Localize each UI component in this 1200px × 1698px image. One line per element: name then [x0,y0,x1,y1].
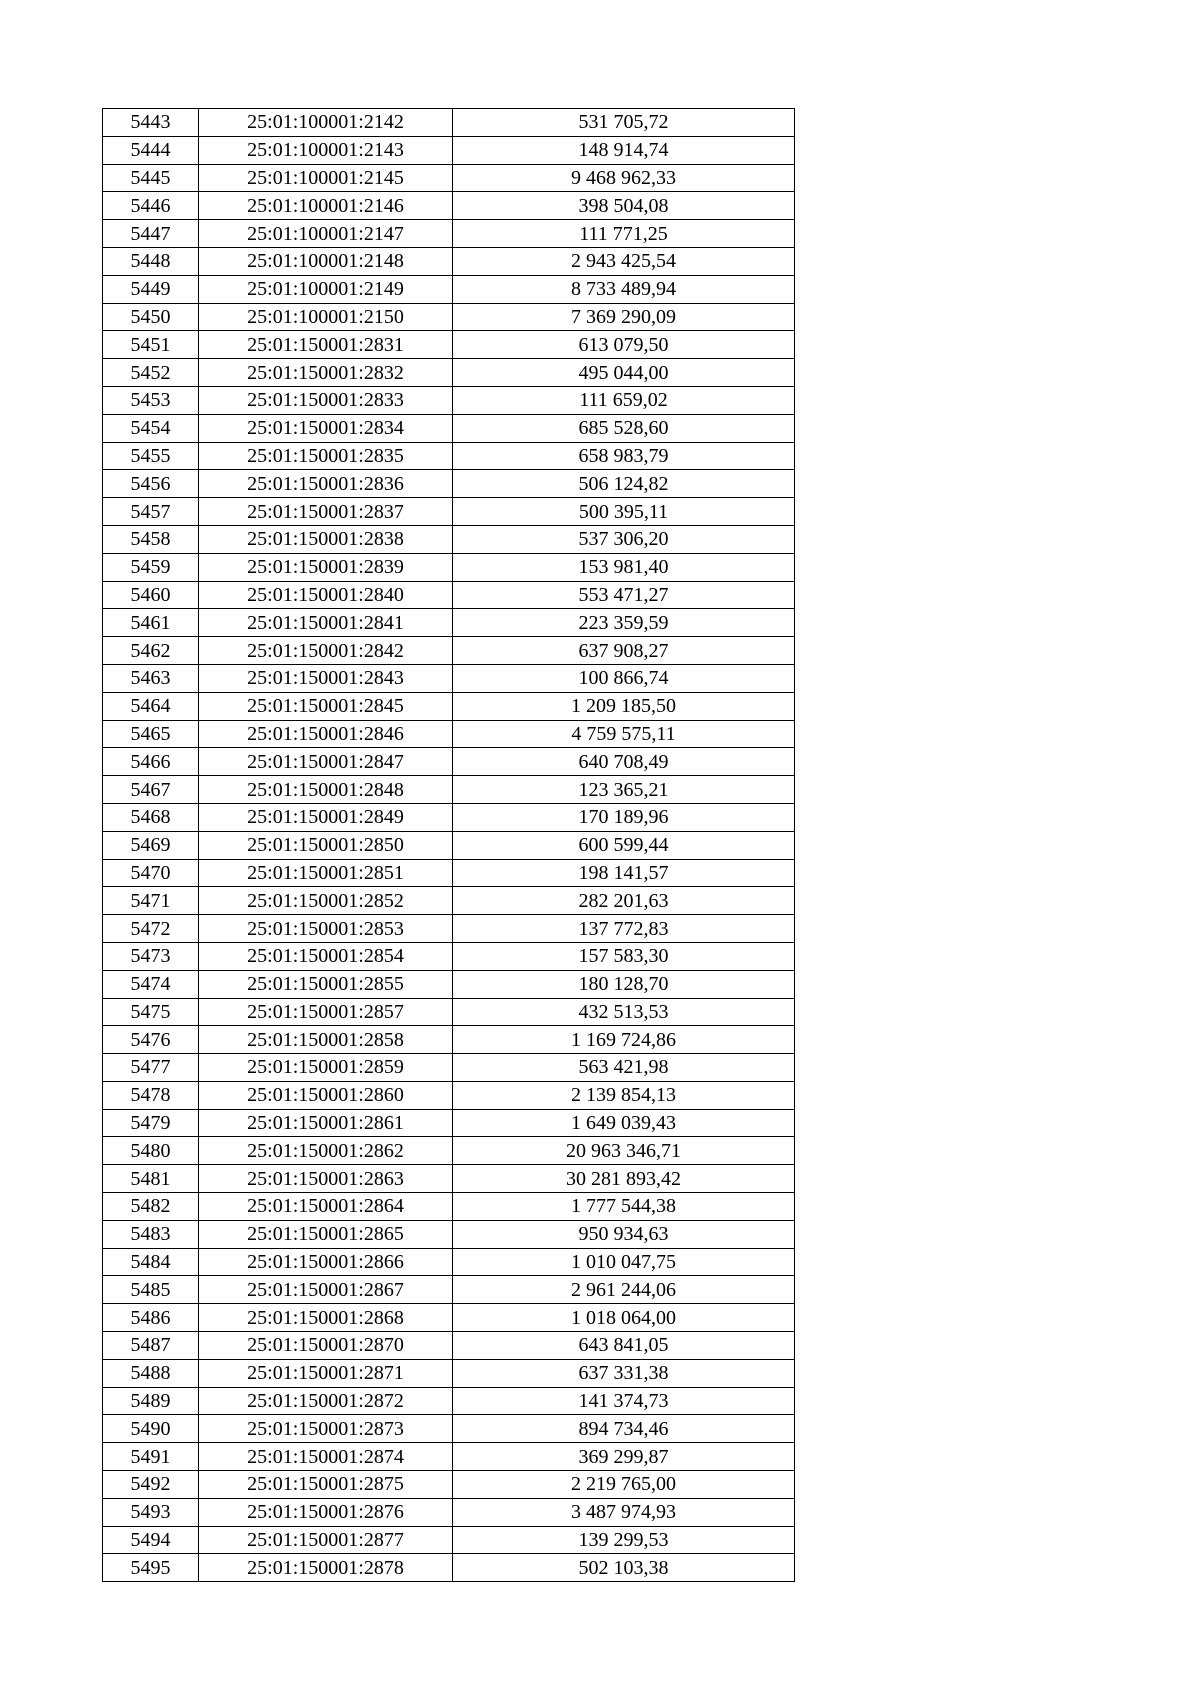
value-cell: 198 141,57 [453,859,795,887]
cadastral-number-cell: 25:01:150001:2863 [199,1165,453,1193]
value-cell: 282 201,63 [453,887,795,915]
row-number-cell: 5473 [103,942,199,970]
row-number-cell: 5469 [103,831,199,859]
row-number-cell: 5458 [103,525,199,553]
value-cell: 137 772,83 [453,915,795,943]
cadastral-number-cell: 25:01:150001:2868 [199,1304,453,1332]
table-row [103,1498,795,1526]
row-number-cell: 5490 [103,1415,199,1443]
value-cell: 123 365,21 [453,776,795,804]
value-cell: 2 961 244,06 [453,1276,795,1304]
value-cell: 1 209 185,50 [453,692,795,720]
row-number-cell: 5478 [103,1081,199,1109]
row-number-cell: 5482 [103,1193,199,1221]
table-row [103,776,795,804]
row-number-cell: 5471 [103,887,199,915]
cadastral-number-cell: 25:01:150001:2848 [199,776,453,804]
value-cell: 4 759 575,11 [453,720,795,748]
cadastral-number-cell: 25:01:150001:2861 [199,1109,453,1137]
value-cell: 2 219 765,00 [453,1471,795,1499]
table-row [103,1137,795,1165]
value-cell: 600 599,44 [453,831,795,859]
row-number-cell: 5479 [103,1109,199,1137]
table-row [103,1359,795,1387]
cadastral-number-cell: 25:01:150001:2877 [199,1526,453,1554]
table-row [103,220,795,248]
value-cell: 563 421,98 [453,1054,795,1082]
table-row [103,109,795,137]
row-number-cell: 5447 [103,220,199,248]
cadastral-number-cell: 25:01:100001:2142 [199,109,453,137]
cadastral-number-cell: 25:01:150001:2874 [199,1443,453,1471]
row-number-cell: 5487 [103,1332,199,1360]
table-row [103,359,795,387]
table-row [103,859,795,887]
cadastral-number-cell: 25:01:150001:2864 [199,1193,453,1221]
table-row [103,1332,795,1360]
row-number-cell: 5461 [103,609,199,637]
row-number-cell: 5462 [103,637,199,665]
cadastral-number-cell: 25:01:150001:2873 [199,1415,453,1443]
table-row [103,720,795,748]
value-cell: 20 963 346,71 [453,1137,795,1165]
cadastral-number-cell: 25:01:150001:2867 [199,1276,453,1304]
table-row [103,1081,795,1109]
row-number-cell: 5485 [103,1276,199,1304]
value-cell: 432 513,53 [453,998,795,1026]
table-row [103,1193,795,1221]
value-cell: 100 866,74 [453,664,795,692]
value-cell: 148 914,74 [453,136,795,164]
table-row [103,1109,795,1137]
table-row [103,637,795,665]
cadastral-number-cell: 25:01:150001:2875 [199,1471,453,1499]
cadastral-number-cell: 25:01:100001:2147 [199,220,453,248]
table-row [103,942,795,970]
value-cell: 153 981,40 [453,553,795,581]
value-cell: 1 649 039,43 [453,1109,795,1137]
value-cell: 1 777 544,38 [453,1193,795,1221]
table-row [103,1554,795,1582]
table-row [103,581,795,609]
row-number-cell: 5491 [103,1443,199,1471]
value-cell: 398 504,08 [453,192,795,220]
table-row [103,164,795,192]
value-cell: 157 583,30 [453,942,795,970]
table-row [103,247,795,275]
row-number-cell: 5493 [103,1498,199,1526]
cadastral-number-cell: 25:01:150001:2871 [199,1359,453,1387]
row-number-cell: 5468 [103,803,199,831]
row-number-cell: 5489 [103,1387,199,1415]
cadastral-number-cell: 25:01:150001:2849 [199,803,453,831]
table-row [103,1304,795,1332]
cadastral-number-cell: 25:01:100001:2148 [199,247,453,275]
cadastral-number-cell: 25:01:150001:2846 [199,720,453,748]
row-number-cell: 5449 [103,275,199,303]
table-row [103,386,795,414]
table-row [103,748,795,776]
cadastral-number-cell: 25:01:150001:2876 [199,1498,453,1526]
cadastral-number-cell: 25:01:150001:2878 [199,1554,453,1582]
cadastral-number-cell: 25:01:150001:2853 [199,915,453,943]
table-row [103,1471,795,1499]
cadastral-number-cell: 25:01:150001:2839 [199,553,453,581]
table-row [103,442,795,470]
cadastral-number-cell: 25:01:150001:2845 [199,692,453,720]
table-row [103,1276,795,1304]
row-number-cell: 5465 [103,720,199,748]
row-number-cell: 5444 [103,136,199,164]
data-table [102,108,795,1582]
row-number-cell: 5470 [103,859,199,887]
cadastral-number-cell: 25:01:100001:2150 [199,303,453,331]
value-cell: 637 908,27 [453,637,795,665]
cadastral-number-cell: 25:01:150001:2858 [199,1026,453,1054]
table-row [103,609,795,637]
table-row [103,470,795,498]
cadastral-number-cell: 25:01:150001:2841 [199,609,453,637]
cadastral-number-cell: 25:01:150001:2850 [199,831,453,859]
row-number-cell: 5488 [103,1359,199,1387]
row-number-cell: 5492 [103,1471,199,1499]
value-cell: 500 395,11 [453,498,795,526]
value-cell: 640 708,49 [453,748,795,776]
cadastral-number-cell: 25:01:150001:2836 [199,470,453,498]
value-cell: 531 705,72 [453,109,795,137]
table-row [103,192,795,220]
value-cell: 170 189,96 [453,803,795,831]
row-number-cell: 5454 [103,414,199,442]
table-row [103,970,795,998]
cadastral-number-cell: 25:01:150001:2851 [199,859,453,887]
value-cell: 139 299,53 [453,1526,795,1554]
row-number-cell: 5443 [103,109,199,137]
cadastral-number-cell: 25:01:150001:2870 [199,1332,453,1360]
value-cell: 1 018 064,00 [453,1304,795,1332]
value-cell: 111 771,25 [453,220,795,248]
table-row [103,1415,795,1443]
value-cell: 637 331,38 [453,1359,795,1387]
cadastral-number-cell: 25:01:150001:2852 [199,887,453,915]
table-row [103,136,795,164]
cadastral-number-cell: 25:01:150001:2860 [199,1081,453,1109]
cadastral-number-cell: 25:01:100001:2145 [199,164,453,192]
table-row [103,525,795,553]
row-number-cell: 5450 [103,303,199,331]
row-number-cell: 5459 [103,553,199,581]
row-number-cell: 5472 [103,915,199,943]
row-number-cell: 5466 [103,748,199,776]
cadastral-number-cell: 25:01:150001:2855 [199,970,453,998]
row-number-cell: 5456 [103,470,199,498]
value-cell: 2 139 854,13 [453,1081,795,1109]
value-cell: 613 079,50 [453,331,795,359]
cadastral-number-cell: 25:01:150001:2833 [199,386,453,414]
table-row [103,1220,795,1248]
cadastral-number-cell: 25:01:150001:2872 [199,1387,453,1415]
row-number-cell: 5457 [103,498,199,526]
table-row [103,1248,795,1276]
value-cell: 1 169 724,86 [453,1026,795,1054]
table-row [103,498,795,526]
row-number-cell: 5495 [103,1554,199,1582]
cadastral-number-cell: 25:01:150001:2834 [199,414,453,442]
value-cell: 3 487 974,93 [453,1498,795,1526]
table-row [103,414,795,442]
table-row [103,692,795,720]
table-row [103,553,795,581]
table-row [103,664,795,692]
cadastral-number-cell: 25:01:150001:2857 [199,998,453,1026]
table-row [103,887,795,915]
value-cell: 111 659,02 [453,386,795,414]
table-row [103,915,795,943]
table-row [103,1387,795,1415]
row-number-cell: 5467 [103,776,199,804]
row-number-cell: 5451 [103,331,199,359]
table-row [103,803,795,831]
value-cell: 141 374,73 [453,1387,795,1415]
value-cell: 894 734,46 [453,1415,795,1443]
table-row [103,1443,795,1471]
row-number-cell: 5477 [103,1054,199,1082]
cadastral-number-cell: 25:01:100001:2143 [199,136,453,164]
cadastral-number-cell: 25:01:150001:2866 [199,1248,453,1276]
cadastral-number-cell: 25:01:150001:2832 [199,359,453,387]
value-cell: 7 369 290,09 [453,303,795,331]
value-cell: 658 983,79 [453,442,795,470]
cadastral-number-cell: 25:01:150001:2840 [199,581,453,609]
cadastral-number-cell: 25:01:150001:2831 [199,331,453,359]
value-cell: 495 044,00 [453,359,795,387]
table-row [103,1165,795,1193]
cadastral-number-cell: 25:01:150001:2854 [199,942,453,970]
value-cell: 9 468 962,33 [453,164,795,192]
value-cell: 685 528,60 [453,414,795,442]
row-number-cell: 5474 [103,970,199,998]
value-cell: 30 281 893,42 [453,1165,795,1193]
table-row [103,1054,795,1082]
table-body [103,109,795,1582]
row-number-cell: 5463 [103,664,199,692]
value-cell: 502 103,38 [453,1554,795,1582]
row-number-cell: 5476 [103,1026,199,1054]
row-number-cell: 5483 [103,1220,199,1248]
cadastral-number-cell: 25:01:150001:2835 [199,442,453,470]
value-cell: 506 124,82 [453,470,795,498]
value-cell: 553 471,27 [453,581,795,609]
cadastral-number-cell: 25:01:150001:2865 [199,1220,453,1248]
table-row [103,331,795,359]
row-number-cell: 5448 [103,247,199,275]
cadastral-number-cell: 25:01:150001:2862 [199,1137,453,1165]
row-number-cell: 5475 [103,998,199,1026]
table-row [103,275,795,303]
value-cell: 537 306,20 [453,525,795,553]
row-number-cell: 5452 [103,359,199,387]
cadastral-number-cell: 25:01:100001:2146 [199,192,453,220]
row-number-cell: 5480 [103,1137,199,1165]
row-number-cell: 5455 [103,442,199,470]
row-number-cell: 5460 [103,581,199,609]
row-number-cell: 5481 [103,1165,199,1193]
row-number-cell: 5445 [103,164,199,192]
cadastral-number-cell: 25:01:100001:2149 [199,275,453,303]
table-row [103,303,795,331]
value-cell: 8 733 489,94 [453,275,795,303]
row-number-cell: 5486 [103,1304,199,1332]
cadastral-number-cell: 25:01:150001:2837 [199,498,453,526]
value-cell: 223 359,59 [453,609,795,637]
value-cell: 180 128,70 [453,970,795,998]
value-cell: 1 010 047,75 [453,1248,795,1276]
row-number-cell: 5464 [103,692,199,720]
value-cell: 2 943 425,54 [453,247,795,275]
row-number-cell: 5446 [103,192,199,220]
table-row [103,1026,795,1054]
cadastral-number-cell: 25:01:150001:2843 [199,664,453,692]
cadastral-number-cell: 25:01:150001:2859 [199,1054,453,1082]
cadastral-number-cell: 25:01:150001:2838 [199,525,453,553]
row-number-cell: 5494 [103,1526,199,1554]
table-row [103,1526,795,1554]
cadastral-number-cell: 25:01:150001:2847 [199,748,453,776]
row-number-cell: 5453 [103,386,199,414]
value-cell: 643 841,05 [453,1332,795,1360]
value-cell: 950 934,63 [453,1220,795,1248]
table-row [103,998,795,1026]
cadastral-number-cell: 25:01:150001:2842 [199,637,453,665]
table-row [103,831,795,859]
value-cell: 369 299,87 [453,1443,795,1471]
row-number-cell: 5484 [103,1248,199,1276]
